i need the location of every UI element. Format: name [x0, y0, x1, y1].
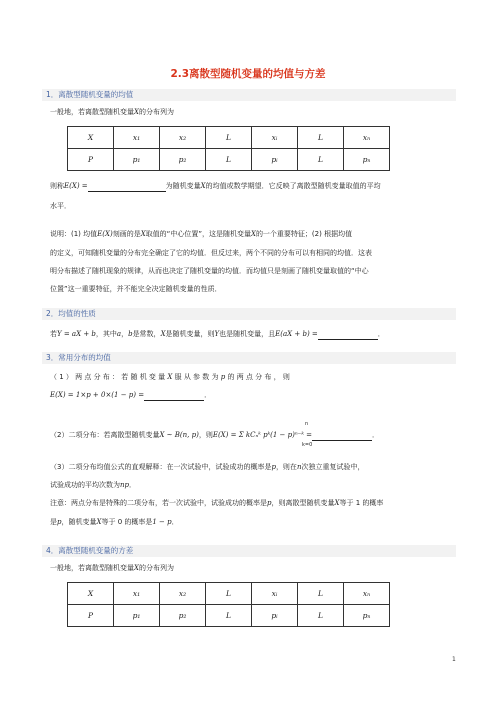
table-row: [68, 149, 390, 171]
formula: 1 − p: [152, 518, 172, 526]
note-line-1: [50, 229, 352, 240]
formula: p: [220, 373, 226, 381]
table-cell: P: [68, 605, 114, 627]
sum-lower-limit: k=0: [302, 442, 313, 448]
text: ．: [377, 330, 385, 338]
table-cell: p₂: [160, 149, 206, 171]
formula: X: [134, 564, 139, 572]
text: 注意：两点分布是特殊的二项分布，若一次试验中，试验成功的概率是: [50, 499, 267, 507]
formula: n: [296, 463, 302, 471]
note-line-4: 位置”这一重要特征，并不能完全决定随机变量的性质．: [50, 285, 222, 293]
bernoulli-line-1: [50, 372, 290, 383]
text: ．: [204, 391, 212, 399]
table-cell: xᵢ: [252, 127, 298, 149]
text: ，则离散型随机变量: [271, 499, 335, 507]
table-row: [68, 583, 390, 605]
table-row: [68, 127, 390, 149]
table-cell: L: [206, 605, 252, 627]
intro-line-1: [50, 107, 174, 118]
table-cell: x₂: [160, 127, 206, 149]
intro-end: 的分布列为: [138, 108, 174, 116]
text: （2）二项分布：若离散型随机变量: [50, 431, 160, 439]
table-cell: P: [68, 149, 114, 171]
text: 刻画的是: [112, 230, 141, 238]
text: 等于 0 的概率是: [101, 518, 153, 526]
table-cell: x₂: [160, 583, 206, 605]
table-cell: x₁: [114, 583, 160, 605]
text: 服 从 参 数 为: [174, 373, 219, 381]
formula: E(X): [97, 230, 113, 238]
mean-definition-line-2: 水平．: [50, 202, 71, 210]
text: ，: [121, 330, 129, 338]
distribution-table-1: [67, 126, 390, 171]
table-cell: pᵢ: [252, 605, 298, 627]
text: 说明：(1) 均值: [50, 230, 98, 238]
formula: X: [140, 230, 146, 238]
text: （ 1 ） 两 点 分 布 ： 若 随 机 变 量: [50, 373, 166, 381]
table-cell: L: [298, 149, 344, 171]
binomial-line: [50, 430, 379, 441]
formula: Y = aX + b: [57, 330, 96, 338]
text: 是: [50, 518, 57, 526]
formula: p: [57, 518, 62, 526]
text: 若: [50, 330, 57, 338]
table-cell: L: [298, 583, 344, 605]
table-cell: xₙ: [344, 127, 390, 149]
table-cell: L: [206, 149, 252, 171]
fill-blank: [312, 431, 372, 441]
property-line: [50, 329, 385, 340]
table-cell: X: [68, 127, 114, 149]
formula: X: [200, 182, 206, 190]
distribution-table-2: [67, 582, 390, 627]
text: ，随机变量: [61, 518, 97, 526]
note-line-2: 的定义，可知随机变量的分布完全确定了它的均值．但反过来，两个不同的分布可以有相同的均值．这表: [50, 249, 372, 257]
text: 为随机变量: [165, 182, 201, 190]
text: 试验成功的平均次数为: [50, 481, 120, 489]
formula: Y: [214, 330, 220, 338]
text: 取值的“中心位置”，这是随机变量: [145, 230, 251, 238]
text: ．: [129, 481, 136, 489]
table-cell: L: [206, 583, 252, 605]
fill-blank: [318, 330, 378, 340]
table-cell: x₁: [114, 127, 160, 149]
text: ．: [372, 431, 380, 439]
formula: X: [160, 330, 166, 338]
table-cell: p₂: [160, 605, 206, 627]
formula: p: [271, 463, 276, 471]
table-cell: L: [298, 127, 344, 149]
table-cell: X: [68, 583, 114, 605]
fill-blank: [144, 391, 204, 401]
text: 一般地，若离散型随机变量: [50, 564, 134, 572]
section-heading-properties: 2．均值的性质: [42, 308, 456, 320]
formula: E(aX + b) =: [275, 330, 318, 338]
table-row: [68, 605, 390, 627]
formula: E(X) =: [64, 182, 88, 190]
formula: X: [96, 518, 102, 526]
text: ．: [171, 518, 179, 526]
text: （3）二项分布均值公式的直观解释：在一次试验中，试验成功的概率是: [50, 463, 272, 471]
page-title: 2.3离散型随机变量的均值与方差: [170, 68, 326, 80]
formula: a: [116, 330, 122, 338]
table-cell: pᵢ: [252, 149, 298, 171]
section-heading-common-distributions: 3．常用分布的均值: [42, 352, 456, 364]
formula: X: [167, 373, 173, 381]
table-cell: p₁: [114, 605, 160, 627]
intro-var: X: [134, 108, 139, 116]
formula: X: [334, 499, 340, 507]
formula: p: [267, 499, 272, 507]
table-cell: pₙ: [344, 605, 390, 627]
intro-text: 一般地，若离散型随机变量: [50, 108, 134, 116]
caution-line-2: [50, 517, 179, 528]
formula: b: [128, 330, 133, 338]
table-cell: xₙ: [344, 583, 390, 605]
caution-line-1: [50, 498, 383, 509]
fill-blank: [88, 182, 166, 192]
text: 的 两 点 分 布 ， 则: [227, 373, 290, 381]
page-number: 1: [452, 656, 456, 663]
table-cell: xᵢ: [252, 583, 298, 605]
note-line-3: 明分布描述了随机现象的规律，从而也决定了随机变量的均值．而均值只是刻画了随机变量取值的“中心: [50, 267, 369, 275]
mean-definition-line: [50, 181, 381, 192]
table-cell: L: [206, 127, 252, 149]
text: ，则在: [275, 463, 297, 471]
text: ，则: [198, 431, 213, 439]
intuition-line-1: [50, 462, 364, 473]
text: 则称: [50, 182, 64, 190]
text: 的分布列为: [138, 564, 174, 572]
text: 也是随机变量，且: [219, 330, 276, 338]
text: 的一个重要特征；(2) 根据均值: [255, 230, 353, 238]
text: ，其中: [95, 330, 117, 338]
formula: E(X) = 1×p + 0×(1 − p) =: [50, 391, 145, 399]
formula: X: [250, 230, 256, 238]
table-cell: L: [298, 605, 344, 627]
text: 次独立重复试验中，: [301, 463, 365, 471]
table-cell: pₙ: [344, 149, 390, 171]
section-heading-variance: 4．离散型随机变量的方差: [42, 545, 456, 557]
text: 是随机变量，则: [165, 330, 215, 338]
table-cell: p₁: [114, 149, 160, 171]
text: 是常数，: [132, 330, 161, 338]
intro-line-2: [50, 563, 174, 574]
section-heading-mean: 1．离散型随机变量的均值: [42, 89, 456, 101]
formula: np: [120, 481, 129, 489]
formula: X ~ B(n, p): [159, 431, 199, 439]
text: 等于 1 的概率: [339, 499, 384, 507]
sum-upper-limit: n: [305, 421, 309, 427]
text: 的均值或数学期望．它反映了离散型随机变量取值的平均: [205, 182, 381, 190]
intuition-line-2: [50, 480, 136, 491]
formula: E(X) = Σ kCₙᵏ pᵏ(1 − p)ⁿ⁻ᵏ =: [212, 431, 313, 439]
bernoulli-line-2: [50, 390, 211, 401]
